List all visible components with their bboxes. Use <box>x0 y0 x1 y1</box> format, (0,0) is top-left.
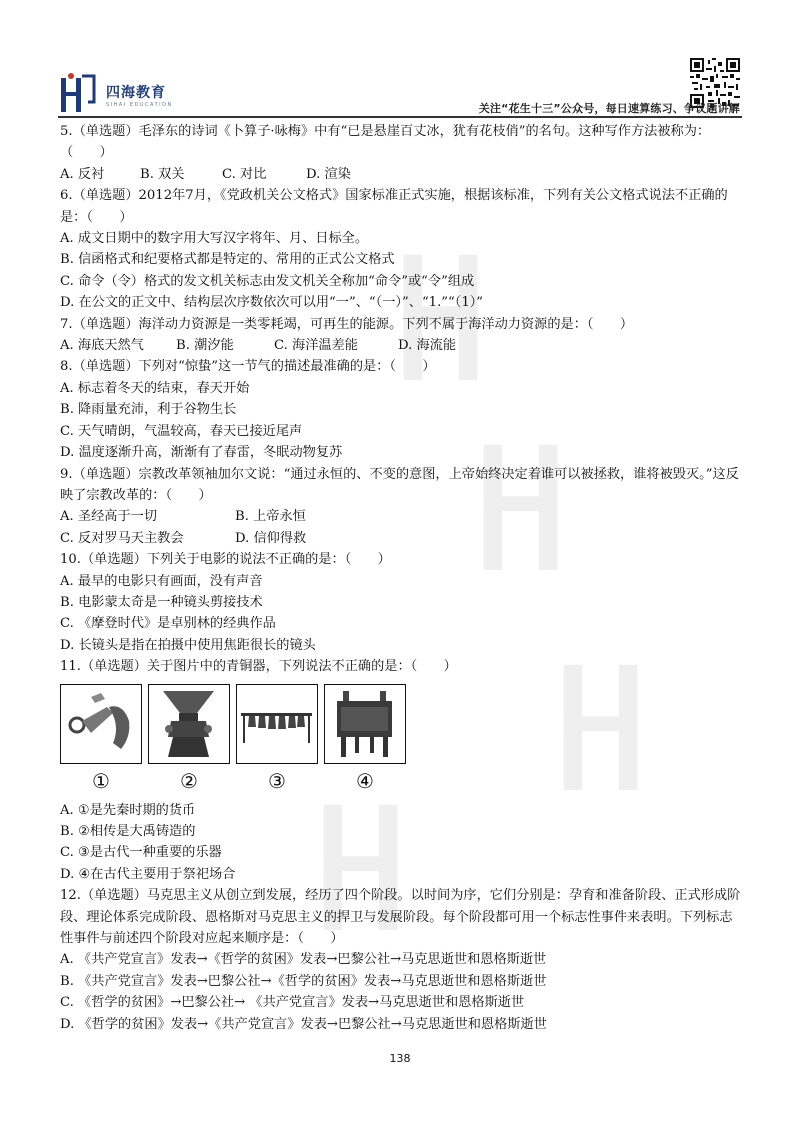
bronze-image-row <box>60 684 744 764</box>
question-stem: 8.（单选题）下列对“惊蛰”这一节气的描述最准确的是：（ ） <box>60 359 436 375</box>
option-a[interactable]: A. 海底天然气 <box>60 338 144 354</box>
image-label: ① <box>92 768 110 793</box>
question-8 <box>60 356 744 463</box>
question-stem: 10.（单选题）下列关于电影的说法不正确的是：（ ） <box>60 552 391 568</box>
ding-cauldron-icon <box>325 685 404 762</box>
question-11 <box>60 656 744 885</box>
option-c[interactable]: C. 对比 <box>222 166 267 182</box>
image-label: ② <box>180 768 198 793</box>
option-a[interactable]: A. 圣经高于一切 <box>60 509 158 525</box>
header-divider <box>58 116 742 118</box>
bronze-bells-image <box>236 684 318 764</box>
question-12 <box>60 885 744 1035</box>
option-b[interactable]: B. 《共产党宣言》发表→巴黎公社→《哲学的贫困》发表→马克思逝世和恩格斯逝世 <box>60 973 547 989</box>
option-b[interactable]: B. 降雨量充沛，利于谷物生长 <box>60 402 237 418</box>
option-d[interactable]: D. 长镜头是指在拍摄中使用焦距很长的镜头 <box>60 637 316 653</box>
option-d[interactable]: D. 温度逐渐升高，渐渐有了春雷，冬眠动物复苏 <box>60 445 343 461</box>
option-b[interactable]: B. ②相传是大禹铸造的 <box>60 823 196 839</box>
bronze-ding-cauldron-image <box>324 684 406 764</box>
option-c[interactable]: C. 命令（令）格式的发文机关标志由发文机关全称加“命令”或“令”组成 <box>60 273 475 289</box>
question-9 <box>60 464 744 550</box>
option-row <box>60 164 744 185</box>
brand-logo-text: 四海教育 <box>106 85 166 101</box>
knife-coin-icon <box>61 685 140 762</box>
option-a[interactable]: A. 最早的电影只有画面，没有声音 <box>60 573 263 589</box>
question-stem: 9.（单选题）宗教改革领袖加尔文说：“通过永恒的、不变的意图，上帝始终决定着谁可以被拯救，谁将被毁灭。”这反映了宗教改革的：（ ） <box>60 466 739 503</box>
option-b[interactable]: B. 电影蒙太奇是一种镜头剪接技术 <box>60 594 263 610</box>
option-b[interactable]: B. 信函格式和纪要格式都是特定的、常用的正式公文格式 <box>60 252 395 268</box>
image-label: ③ <box>268 768 286 793</box>
question-stem: 6.（单选题）2012年7月，《党政机关公文格式》国家标准正式实施，根据该标准，下列有关公文格式说法不正确的是：（ ） <box>60 188 728 225</box>
question-stem: 5.（单选题）毛泽东的诗词《卜算子·咏梅》中有“已是悬崖百丈冰，犹有花枝俏”的名句。这种写作方法被称为：（ ） <box>60 124 711 161</box>
option-a[interactable]: A. 标志着冬天的结束，春天开始 <box>60 380 250 396</box>
image-label: ④ <box>356 768 374 793</box>
option-a[interactable]: A. 《共产党宣言》发表→《哲学的贫困》发表→巴黎公社→马克思逝世和恩格斯逝世 <box>60 952 547 968</box>
question-6 <box>60 185 744 313</box>
image-label-row <box>60 768 744 794</box>
question-10 <box>60 549 744 656</box>
option-d[interactable]: D. 海流能 <box>398 338 457 354</box>
zun-vessel-icon <box>149 685 228 762</box>
brand-logo <box>60 72 180 114</box>
option-a[interactable]: A. ①是先秦时期的货币 <box>60 802 196 818</box>
option-b[interactable]: B. 上帝永恒 <box>235 509 306 525</box>
option-d[interactable]: D. 信仰得救 <box>235 530 307 546</box>
header-note: 关注“花生十三”公众号，每日速算练习、争议题讲解 <box>478 102 740 115</box>
option-c[interactable]: C. ③是古代一种重要的乐器 <box>60 845 222 861</box>
brand-logo-subtext: SIHAI EDUCATION <box>106 102 173 108</box>
option-c[interactable]: C. 《摩登时代》是卓别林的经典作品 <box>60 616 276 632</box>
option-c[interactable]: C. 海洋温差能 <box>274 338 358 354</box>
question-7 <box>60 314 744 357</box>
option-row <box>60 528 744 549</box>
option-b[interactable]: B. 潮汐能 <box>176 338 234 354</box>
question-stem: 11.（单选题）关于图片中的青铜器，下列说法不正确的是：（ ） <box>60 659 457 675</box>
question-list <box>60 121 744 1035</box>
option-c[interactable]: C. 天气晴朗，气温较高，春天已接近尾声 <box>60 423 303 439</box>
option-row <box>60 335 744 356</box>
brand-logo-mark-icon <box>60 72 98 114</box>
page-header <box>0 0 800 120</box>
question-stem: 7.（单选题）海洋动力资源是一类零耗竭，可再生的能源。下列不属于海洋动力资源的是：（ ） <box>60 316 634 332</box>
page-number: 138 <box>389 1052 411 1065</box>
question-stem: 12.（单选题）马克思主义从创立到发展，经历了四个阶段。以时间为序，它们分别是：孕育和准备阶段、正式形成阶段、理论体系完成阶段、恩格斯对马克思主义的捍卫与发展阶段。每个阶段都可用一个标志性事件来表明。下列标志性事件与前述四个阶段对应起来顺序是：（ ） <box>60 888 741 946</box>
option-d[interactable]: D. ④在古代主要用于祭祀场合 <box>60 866 236 882</box>
bronze-zun-vessel-image <box>148 684 230 764</box>
option-c[interactable]: C. 《哲学的贫困》→巴黎公社→ 《共产党宣言》发表→马克思逝世和恩格斯逝世 <box>60 995 525 1011</box>
option-a[interactable]: A. 成文日期中的数字用大写汉字将年、月、日标全。 <box>60 231 369 247</box>
option-a[interactable]: A. 反衬 <box>60 166 105 182</box>
chime-bells-icon <box>237 685 316 762</box>
bronze-knife-coin-image <box>60 684 142 764</box>
question-5 <box>60 121 744 185</box>
option-c[interactable]: C. 反对罗马天主教会 <box>60 530 184 546</box>
option-d[interactable]: D. 渲染 <box>306 166 351 182</box>
option-row <box>60 506 744 527</box>
option-d[interactable]: D. 在公文的正文中、结构层次序数依次可以用“一”、“（一）”、“1.”“（1）” <box>60 295 484 311</box>
option-b[interactable]: B. 双关 <box>140 166 185 182</box>
option-d[interactable]: D. 《哲学的贫困》发表→《共产党宣言》发表→巴黎公社→马克思逝世和恩格斯逝世 <box>60 1016 547 1032</box>
